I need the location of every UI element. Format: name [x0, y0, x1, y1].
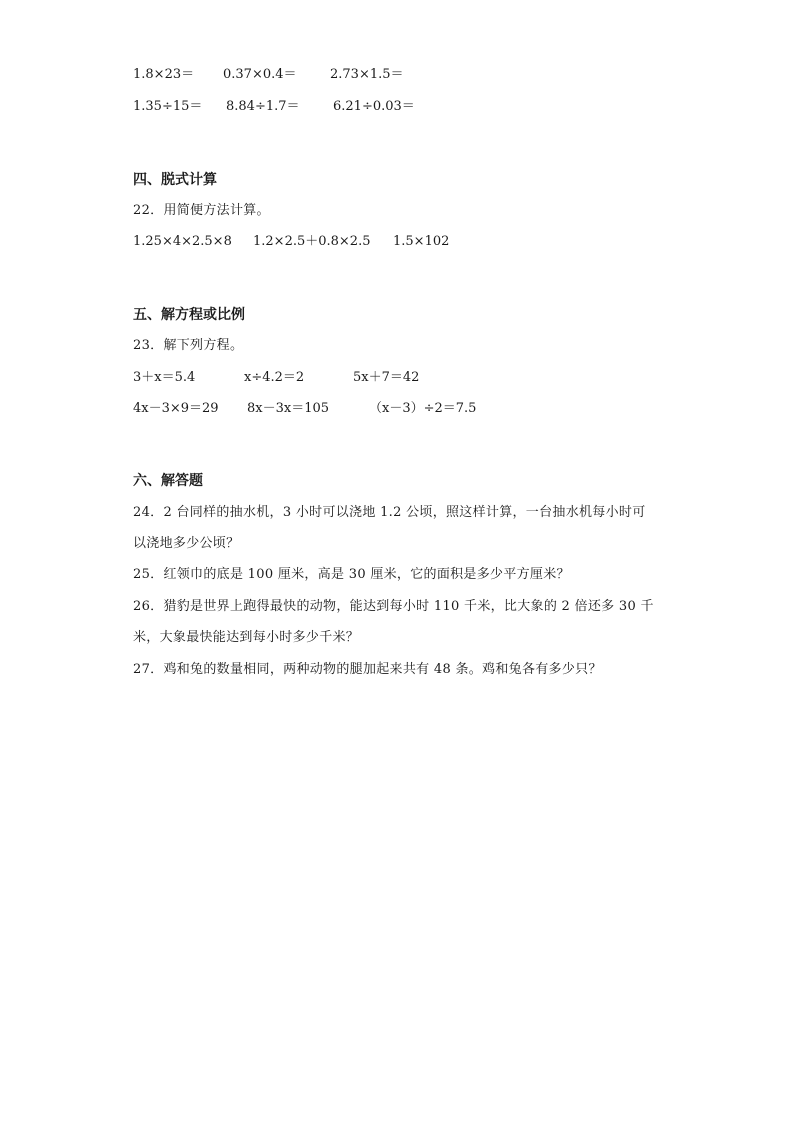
question-24-continued: 以浇地多少公顷？	[133, 536, 240, 551]
expression-item: 1.5×102	[393, 234, 450, 249]
calc-item: 8.84÷1.7＝	[226, 99, 300, 114]
question-25: 25．红领巾的底是 100 厘米，高是 30 厘米，它的面积是多少平方厘米？	[133, 567, 570, 582]
calc-item: 1.35÷15＝	[133, 99, 203, 114]
section-heading: 四、脱式计算	[133, 172, 217, 188]
equation-item: 5x＋7＝42	[353, 370, 420, 385]
expression-item: 1.2×2.5＋0.8×2.5	[253, 234, 371, 249]
calc-item: 1.8×23＝	[133, 67, 195, 82]
question-26: 26．猎豹是世界上跑得最快的动物，能达到每小时 110 千米，比大象的 2 倍还多 30 千	[133, 599, 654, 614]
calc-item: 6.21÷0.03＝	[333, 99, 415, 114]
question-24: 24．2 台同样的抽水机，3 小时可以浇地 1.2 公顷，照这样计算，一台抽水机每小时可	[133, 505, 646, 520]
calc-item: 0.37×0.4＝	[223, 67, 297, 82]
calc-item: 2.73×1.5＝	[330, 67, 404, 82]
section-heading: 六、解答题	[133, 473, 203, 489]
section-heading: 五、解方程或比例	[133, 307, 245, 323]
question-23: 23．解下列方程。	[133, 338, 244, 353]
equation-item: 3＋x＝5.4	[133, 370, 196, 385]
question-26-continued: 米，大象最快能达到每小时多少千米？	[133, 630, 360, 645]
question-27: 27．鸡和兔的数量相同，两种动物的腿加起来共有 48 条。鸡和兔各有多少只？	[133, 662, 602, 677]
question-22: 22．用简便方法计算。	[133, 203, 270, 218]
equation-item: x÷4.2＝2	[244, 370, 305, 385]
equation-item: 8x－3x＝105	[247, 401, 330, 416]
equation-item: 4x－3×9＝29	[133, 401, 219, 416]
equation-item: （x－3）÷2＝7.5	[369, 401, 477, 416]
expression-item: 1.25×4×2.5×8	[133, 234, 232, 249]
